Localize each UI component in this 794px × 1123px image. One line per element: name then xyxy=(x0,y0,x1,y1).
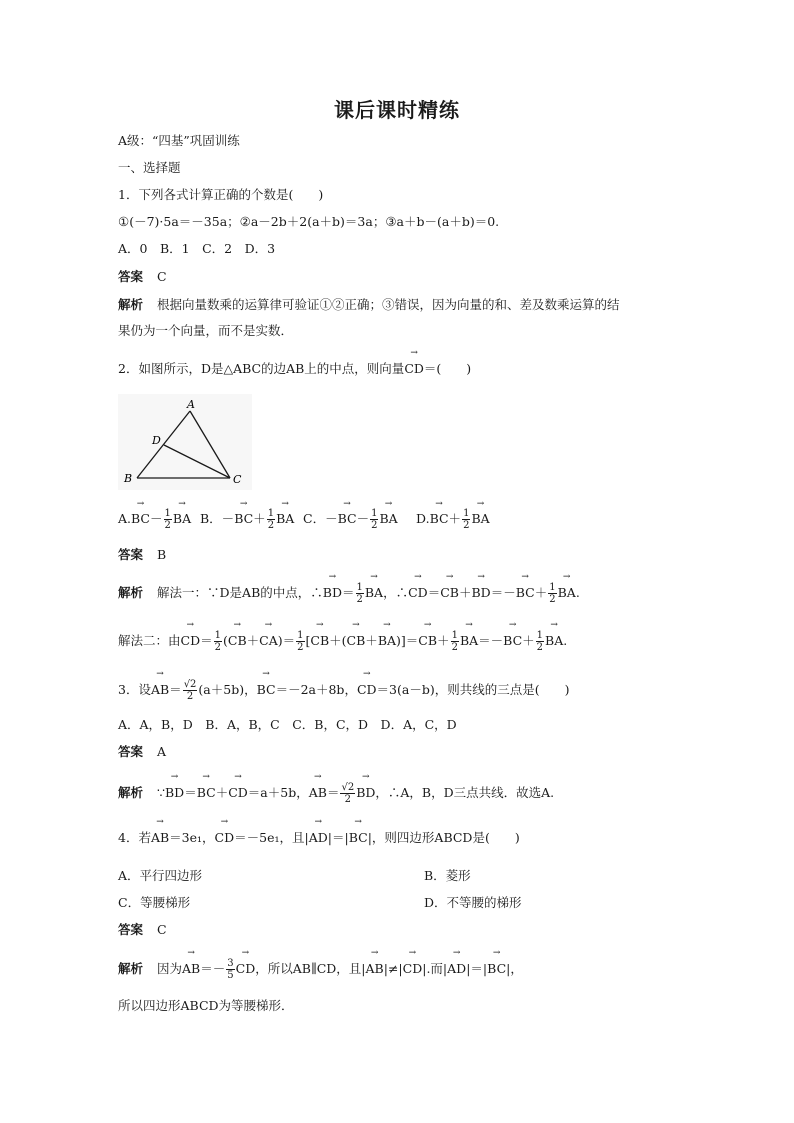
vector: → CD xyxy=(181,632,201,650)
text: ＝－2a＋8b， xyxy=(275,682,357,697)
q2-stem xyxy=(118,360,471,378)
answer-label: 答案 xyxy=(118,922,144,937)
denominator: 2 xyxy=(536,642,544,653)
vector: → BD xyxy=(356,784,375,802)
q2-analysis-method1 xyxy=(118,582,580,605)
operator: － xyxy=(150,511,163,526)
vector: → BD xyxy=(165,784,184,802)
denominator: 2 xyxy=(344,794,351,805)
analysis-label: 解析 xyxy=(118,785,144,800)
vector: → BA xyxy=(276,511,294,526)
denominator: 2 xyxy=(451,642,458,653)
vector-cd: → CD xyxy=(404,360,424,378)
denominator: 2 xyxy=(186,691,194,702)
text: |， xyxy=(506,961,523,976)
text: ＋( xyxy=(329,633,347,648)
text: ＝ xyxy=(200,633,213,648)
text: ，∴A，B，D三点共线．故选A. xyxy=(375,785,555,800)
numerator: 3 xyxy=(227,958,234,969)
text: ＋ xyxy=(215,785,229,800)
answer-value: B xyxy=(157,547,167,562)
vector: → AB xyxy=(182,960,200,978)
vector: → AB xyxy=(309,784,327,802)
text: ＋ xyxy=(437,633,450,648)
numerator: 1 xyxy=(371,508,378,519)
text: |＝| xyxy=(466,961,488,976)
answer-label: 答案 xyxy=(118,547,144,562)
analysis-label: 解析 xyxy=(118,297,144,312)
vector: → BA xyxy=(378,632,396,650)
vector: → BC xyxy=(197,784,216,802)
vertex-label-b: B xyxy=(124,472,133,485)
text: ＝3(a－b)，则共线的三点是( ) xyxy=(376,682,570,697)
q3-options: A．A，B，D B．A，B，C C．B，C，D D．A，C，D xyxy=(118,717,457,732)
text: |，则四边形ABCD是( ) xyxy=(367,830,520,845)
analysis-text: 根据向量数乘的运算律可验证①②正确；③错误，因为向量的和、差及数乘运算的结 xyxy=(157,297,620,312)
answer-value: C xyxy=(157,269,167,284)
vertex-label-a: A xyxy=(187,398,195,411)
q2-stem-text: 2．如图所示，D是△ABC的边AB上的中点，则向量 xyxy=(118,361,405,376)
vector: → BA xyxy=(545,632,563,650)
vector: → BC xyxy=(257,681,276,699)
numerator: 1 xyxy=(297,630,304,641)
text: ＝－ xyxy=(490,585,516,600)
vector: → CB xyxy=(440,584,459,602)
q4-option-d: D．不等腰的梯形 xyxy=(424,895,522,910)
q2-option-c xyxy=(303,508,398,531)
numerator: 1 xyxy=(356,582,363,593)
vector: → BC xyxy=(349,829,368,847)
fraction xyxy=(370,508,378,531)
vector: → CB xyxy=(228,632,247,650)
vector: → AB xyxy=(151,681,169,699)
denominator: 2 xyxy=(371,520,378,531)
fraction xyxy=(226,958,234,981)
numerator: 1 xyxy=(267,508,275,519)
vector: → AD xyxy=(447,960,466,978)
q4-option-a: A．平行四边形 xyxy=(118,868,203,883)
text: ＋ xyxy=(522,633,535,648)
analysis-label: 解析 xyxy=(118,961,144,976)
vector: → CD xyxy=(357,681,377,699)
denominator: 2 xyxy=(214,642,221,653)
denominator: 5 xyxy=(227,970,234,981)
fraction xyxy=(548,582,556,605)
vector: → BC xyxy=(131,511,150,526)
numerator: √2 xyxy=(341,782,355,793)
fraction xyxy=(267,508,275,531)
text: ( xyxy=(223,633,228,648)
text: )＝ xyxy=(277,633,296,648)
q4-option-c: C．等腰梯形 xyxy=(118,895,191,910)
text: |≠| xyxy=(383,961,403,976)
numerator: 1 xyxy=(463,508,470,519)
text: |＝| xyxy=(327,830,349,845)
vector: → BC xyxy=(487,960,506,978)
q3-answer xyxy=(118,743,166,761)
vertex-label-c: C xyxy=(233,473,242,486)
denominator: 2 xyxy=(463,520,470,531)
fraction xyxy=(214,630,222,653)
triangle-figure xyxy=(118,394,252,490)
text: ＋ xyxy=(534,585,548,600)
vector: → CD xyxy=(403,960,423,978)
vector: → CD xyxy=(408,584,428,602)
text: . xyxy=(563,633,568,648)
q2-option-d xyxy=(416,508,490,531)
text: ，∴ xyxy=(383,585,409,600)
vector: → CB xyxy=(418,632,437,650)
text: 4．若 xyxy=(118,830,151,845)
fraction xyxy=(536,630,544,653)
text: ∵ xyxy=(157,785,165,800)
text: ，所以AB∥CD，且| xyxy=(255,961,366,976)
q2-answer xyxy=(118,546,166,564)
option-label: B．－ xyxy=(200,511,235,526)
vertex-label-d: D xyxy=(152,434,161,447)
text: ＝ xyxy=(169,682,182,697)
answer-value: A xyxy=(157,744,167,759)
option-label: D. xyxy=(416,511,430,526)
text: ＋ xyxy=(458,585,472,600)
text: ＝ xyxy=(184,785,197,800)
text: ＝ xyxy=(427,585,441,600)
q1-options: A．0 B．1 C．2 D．3 xyxy=(118,241,276,256)
q3-stem xyxy=(118,679,569,702)
vector: → BC xyxy=(516,584,535,602)
text: |.而| xyxy=(422,961,448,976)
page-title: 课后课时精练 xyxy=(334,98,460,122)
text: ＝ xyxy=(341,585,355,600)
denominator: 2 xyxy=(356,594,363,605)
q2-option-a xyxy=(118,508,191,531)
vector: → BC xyxy=(430,511,449,526)
fraction xyxy=(356,582,364,605)
q4-option-b: B．菱形 xyxy=(424,868,471,883)
q4-analysis xyxy=(118,958,523,981)
denominator: 2 xyxy=(267,520,275,531)
vector: → CD xyxy=(228,784,248,802)
vector: → BA xyxy=(173,511,191,526)
vector: → BC xyxy=(338,511,357,526)
denominator: 2 xyxy=(549,594,556,605)
answer-label: 答案 xyxy=(118,744,144,759)
text: ＝ xyxy=(326,785,340,800)
text: . xyxy=(575,585,580,600)
vector: → AB xyxy=(151,829,169,847)
vector: → BC xyxy=(234,511,253,526)
vector: → CD xyxy=(215,829,235,847)
vector: → AB xyxy=(366,960,384,978)
fraction xyxy=(296,630,304,653)
vector: → AD xyxy=(309,829,328,847)
section-heading: 一、选择题 xyxy=(118,160,181,175)
denominator: 2 xyxy=(164,520,171,531)
text: 因为 xyxy=(157,961,183,976)
q4-stem xyxy=(118,829,520,847)
text: ＝－ xyxy=(200,961,226,976)
vector: → BA xyxy=(471,511,489,526)
fraction xyxy=(451,630,459,653)
vector: → BD xyxy=(323,584,342,602)
text: ＝－ xyxy=(478,633,504,648)
q1-analysis-cont: 果仍为一个向量，而不是实数． xyxy=(118,323,294,338)
text: 3．设 xyxy=(118,682,151,697)
operator: ＋ xyxy=(448,511,462,526)
q2-stem-paren: ＝( ) xyxy=(423,361,472,376)
operator: ＋ xyxy=(253,511,266,526)
fraction xyxy=(164,508,172,531)
option-label: C．－ xyxy=(303,511,338,526)
text: (a＋5b)， xyxy=(198,682,257,697)
denominator: 2 xyxy=(297,642,304,653)
text: ＋ xyxy=(365,633,378,648)
text: 解法一：∵D是AB的中点，∴ xyxy=(157,585,323,600)
operator: － xyxy=(356,511,370,526)
q2-option-b xyxy=(200,508,294,531)
vector: → CD xyxy=(236,960,256,978)
numerator: 1 xyxy=(536,630,544,641)
text: ＝－5e₁，且| xyxy=(234,830,309,845)
text: 解法二：由 xyxy=(118,633,181,648)
numerator: 1 xyxy=(451,630,458,641)
vector: → BA xyxy=(365,584,383,602)
vector: → BA xyxy=(379,511,397,526)
analysis-label: 解析 xyxy=(118,585,144,600)
answer-value: C xyxy=(157,922,167,937)
numerator: 1 xyxy=(164,508,171,519)
text: [ xyxy=(305,633,311,648)
q4-conclusion: 所以四边形ABCD为等腰梯形． xyxy=(118,998,294,1013)
text: )]＝ xyxy=(396,633,419,648)
numerator: 1 xyxy=(549,582,556,593)
q2-analysis-method2 xyxy=(118,630,567,653)
text: ＝a＋5b， xyxy=(247,785,309,800)
vector: → BA xyxy=(460,632,478,650)
text: ＝3e₁， xyxy=(169,830,215,845)
vector: → BA xyxy=(558,584,576,602)
numerator: 1 xyxy=(214,630,221,641)
vector: → CB xyxy=(347,632,366,650)
text: ＋ xyxy=(246,633,260,648)
q1-answer xyxy=(118,268,167,286)
level-heading: A级：“四基”巩固训练 xyxy=(118,133,240,148)
q1-analysis xyxy=(118,296,620,314)
vector: → CA xyxy=(259,632,278,650)
q4-answer xyxy=(118,921,167,939)
option-label: A. xyxy=(118,511,132,526)
q1-expressions: ①(－7)·5a＝－35a；②a－2b＋2(a＋b)＝3a；③a＋b－(a＋b)＝0. xyxy=(118,214,500,229)
vector: → CB xyxy=(310,632,329,650)
fraction xyxy=(462,508,470,531)
vector: → BD xyxy=(471,584,490,602)
q3-analysis xyxy=(118,782,554,805)
numerator: √2 xyxy=(183,679,197,690)
q1-stem: 1．下列各式计算正确的个数是( ) xyxy=(118,187,324,202)
vector: → BC xyxy=(503,632,522,650)
answer-label: 答案 xyxy=(118,269,144,284)
fraction xyxy=(340,782,355,805)
fraction xyxy=(183,679,198,702)
